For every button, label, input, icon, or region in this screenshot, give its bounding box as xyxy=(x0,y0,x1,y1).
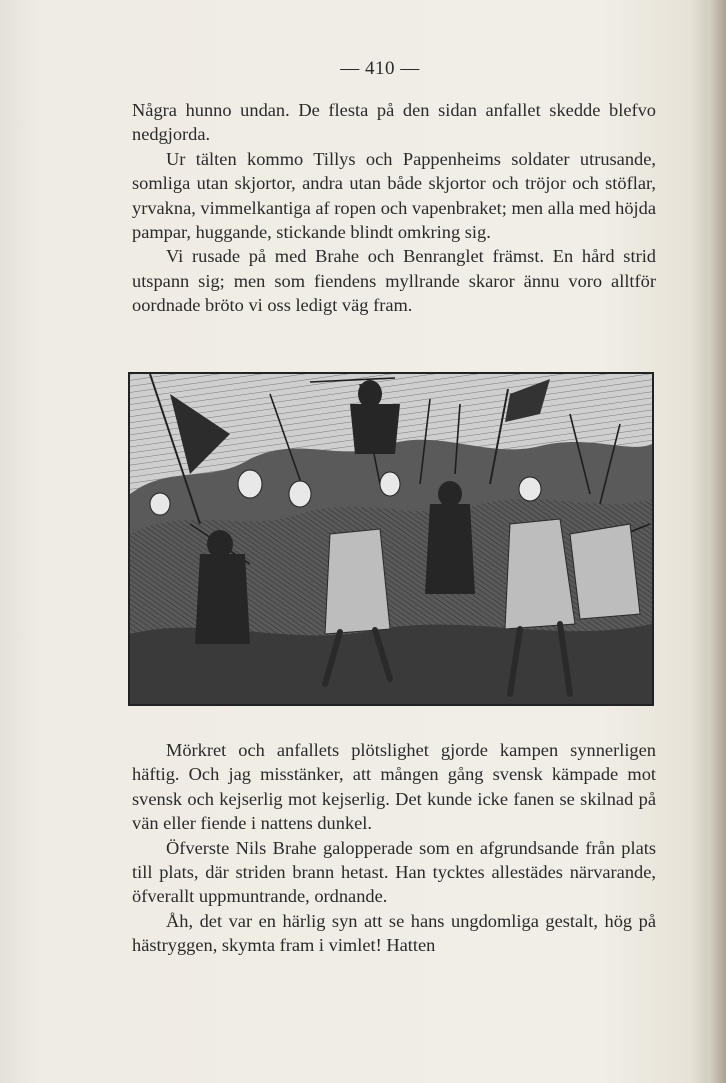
paragraph: Öfverste Nils Brahe galopperade som en afgrundsande från plats till plats, där striden brann hetast. Han tycktes allestädes närvarande, öfverallt uppmuntrande, ordnande. xyxy=(132,837,656,907)
text-block-top xyxy=(132,98,656,318)
book-spine-shadow xyxy=(708,0,726,1083)
paragraph: Åh, det var en härlig syn att se hans ungdomliga gestalt, hög på hästryggen, skymta fram i vimlet! Hatten xyxy=(132,910,656,956)
paragraph: Vi rusade på med Brahe och Benranglet främst. En hård strid utspann sig; men som fiendens myllrande skaror ännu voro alltför oordnade bröto vi oss ledigt väg fram. xyxy=(132,246,656,316)
battle-engraving xyxy=(130,374,652,704)
text-block-bottom xyxy=(132,738,656,958)
paragraph: Mörkret och anfallets plötslighet gjorde kampen synnerligen häftig. Och jag misstänker, att mången gång svensk kämpade mot svensk och kejserlig mot kejserlig. Det kunde icke fanen se skilnad på vän eller fiende i nattens dunkel. xyxy=(132,740,656,834)
paragraph: Några hunno undan. De flesta på den sidan anfallet skedde blefvo nedgjorda. xyxy=(132,100,656,145)
paragraph: Ur tälten kommo Tillys och Pappenheims soldater utrusande, somliga utan skjortor, andra utan både skjortor och tröjor och stöflar, yrvakna, vimmelkantiga af ropen och vapenbraket; men alla med höjda pampar, huggande, stickande blindt omkring sig. xyxy=(132,148,656,243)
page-number: — 410 — xyxy=(340,58,420,79)
battle-illustration xyxy=(128,372,654,706)
